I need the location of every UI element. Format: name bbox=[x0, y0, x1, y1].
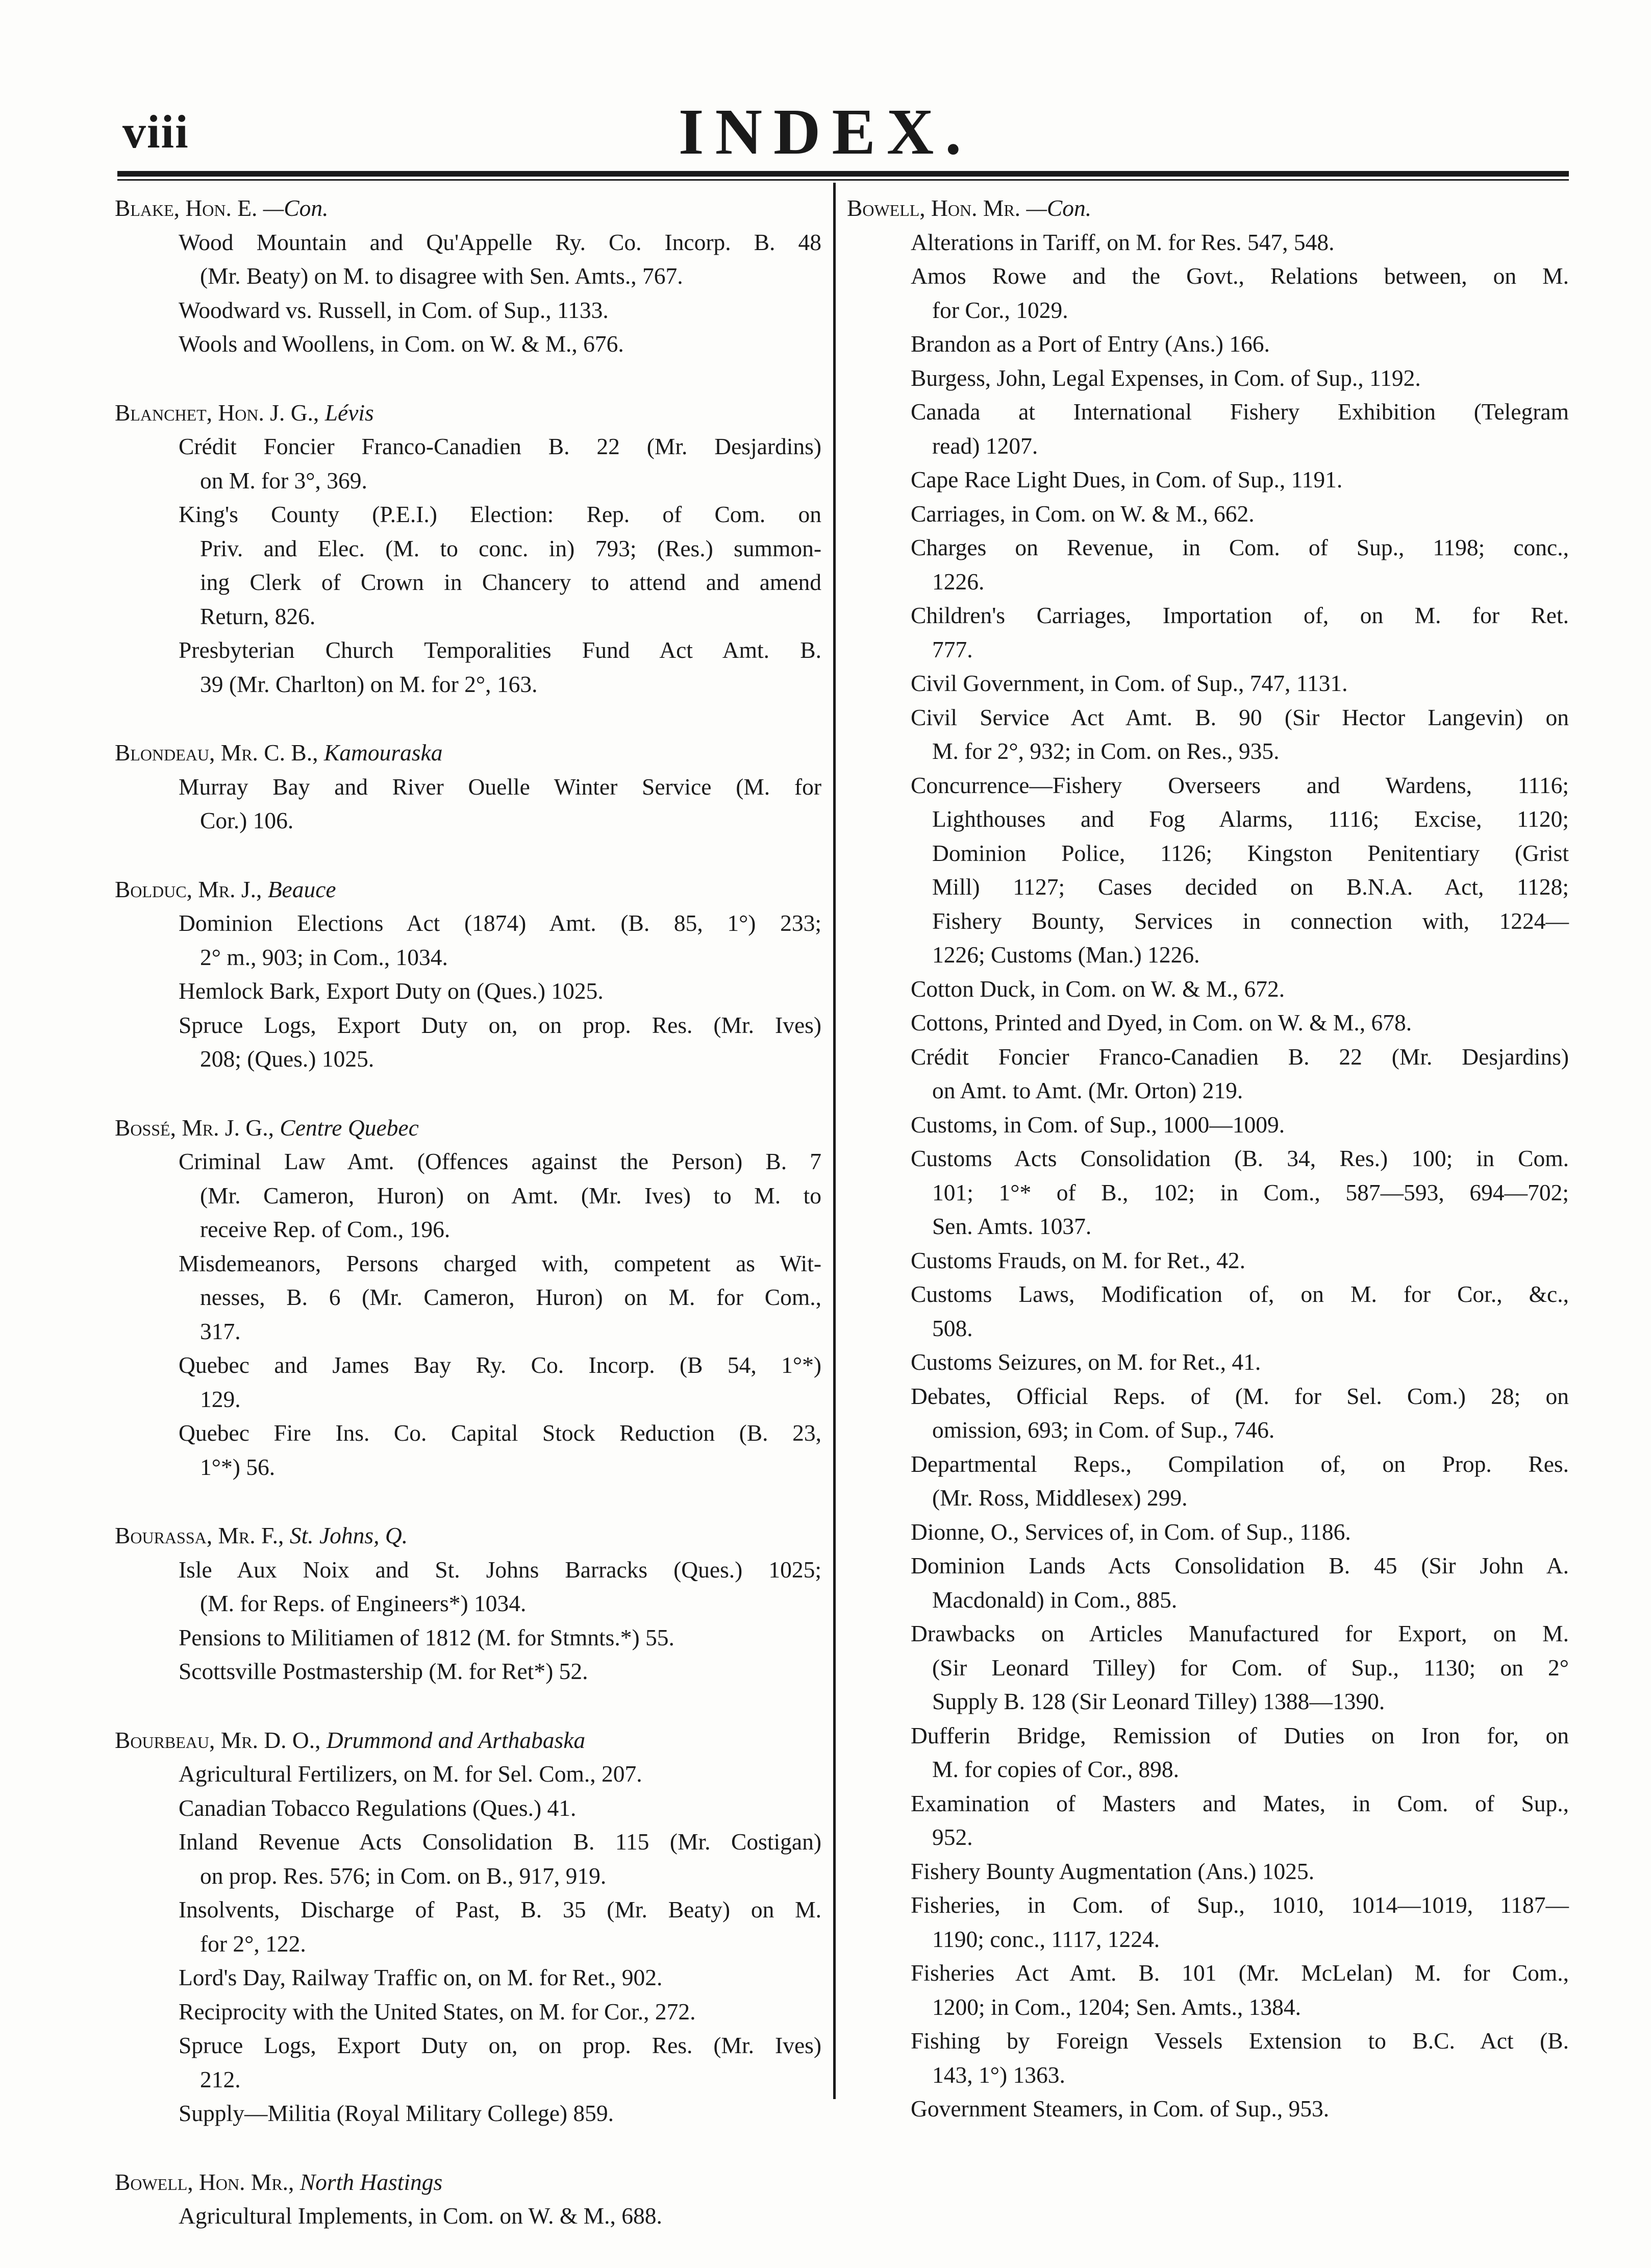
index-group bbox=[847, 191, 1569, 2126]
entry-line: Agricultural Fertilizers, on M. for Sel. Com., 207. bbox=[179, 1761, 642, 1787]
left-column bbox=[115, 191, 821, 2268]
entry-line: Mill) 1127; Cases decided on B.N.A. Act, 1128; bbox=[932, 874, 1569, 900]
entry-line: Examination of Masters and Mates, in Com. of Sup., bbox=[911, 1790, 1569, 1816]
entry-line: Customs Laws, Modification of, on M. for Cor., &c., bbox=[911, 1281, 1569, 1307]
entry-line: (M. for Reps. of Engineers*) 1034. bbox=[200, 1590, 527, 1616]
entry-line: Dominion Lands Acts Consolidation B. 45 (Sir John A. bbox=[911, 1552, 1569, 1579]
entry-line: Children's Carriages, Importation of, on M. for Ret. bbox=[911, 602, 1569, 628]
entry-line: Burgess, John, Legal Expenses, in Com. of Sup., 1192. bbox=[911, 364, 1421, 391]
entry-line: 101; 1°* of B., 102; in Com., 587—593, 694—702; bbox=[932, 1179, 1569, 1205]
entry-line: (Mr. Ross, Middlesex) 299. bbox=[932, 1485, 1188, 1511]
index-entry bbox=[847, 1108, 1569, 1142]
header-rule-thin bbox=[117, 179, 1569, 181]
index-entry bbox=[847, 2024, 1569, 2092]
index-entry bbox=[847, 1719, 1569, 1787]
index-entry bbox=[847, 531, 1569, 599]
entry-line: 952. bbox=[932, 1824, 973, 1850]
entry-line: Brandon as a Port of Entry (Ans.) 166. bbox=[911, 331, 1270, 357]
entry-line: Macdonald) in Com., 885. bbox=[932, 1586, 1178, 1613]
entry-line: Cottons, Printed and Dyed, in Com. on W. & M., 678. bbox=[911, 1009, 1412, 1036]
index-entry bbox=[847, 1244, 1569, 1278]
entry-line: omission, 693; in Com. of Sup., 746. bbox=[932, 1417, 1275, 1443]
entry-line: Amos Rowe and the Govt., Relations between, on M. bbox=[911, 263, 1569, 289]
entry-line: on M. for 3°, 369. bbox=[200, 467, 367, 494]
entry-line: 129. bbox=[200, 1386, 241, 1412]
entry-line: 2° m., 903; in Com., 1034. bbox=[200, 944, 448, 970]
entry-line: Departmental Reps., Compilation of, on Prop. Res. bbox=[911, 1450, 1569, 1477]
entry-line: King's County (P.E.I.) Election: Rep. of Com. on bbox=[179, 501, 821, 527]
entry-line: Woodward vs. Russell, in Com. of Sup., 1133. bbox=[179, 297, 609, 323]
index-entry bbox=[115, 1961, 821, 1995]
member-name: Bourassa, Mr. F., bbox=[115, 1522, 284, 1548]
entry-line: for Cor., 1029. bbox=[932, 297, 1068, 323]
entry-line: Drawbacks on Articles Manufactured for Export, on M. bbox=[911, 1620, 1569, 1646]
entry-line: Concurrence—Fishery Overseers and Wardens, 1116; bbox=[911, 772, 1569, 798]
entry-line: Pensions to Militiamen of 1812 (M. for Stmnts.*) 55. bbox=[179, 1624, 674, 1650]
entry-line: Reciprocity with the United States, on M. for Cor., 272. bbox=[179, 1998, 696, 2025]
entry-line: Hemlock Bark, Export Duty on (Ques.) 1025. bbox=[179, 978, 604, 1004]
entry-line: read) 1207. bbox=[932, 432, 1038, 459]
entry-line: nesses, B. 6 (Mr. Cameron, Huron) on M. for Com., bbox=[200, 1284, 821, 1310]
index-entry bbox=[115, 293, 821, 328]
index-entry bbox=[847, 599, 1569, 667]
entry-line: Spruce Logs, Export Duty on, on prop. Res. (Mr. Ives) bbox=[179, 1012, 821, 1038]
index-entry bbox=[847, 1888, 1569, 1956]
member-heading bbox=[115, 1519, 821, 1553]
entry-line: Isle Aux Noix and St. Johns Barracks (Ques.) 1025; bbox=[179, 1556, 821, 1583]
entry-line: Fisheries Act Amt. B. 101 (Mr. McLelan) M. for Com., bbox=[911, 1960, 1569, 1986]
index-entry bbox=[115, 2097, 821, 2131]
entry-line: Agricultural Implements, in Com. on W. & M., 688. bbox=[179, 2203, 662, 2229]
index-entry bbox=[115, 1893, 821, 1961]
entry-line: Canada at International Fishery Exhibition (Telegram bbox=[911, 399, 1569, 425]
member-district: Beauce bbox=[267, 876, 336, 902]
member-name: Blondeau, Mr. C. B., bbox=[115, 739, 318, 766]
index-entry bbox=[115, 1553, 821, 1621]
entry-line: M. for copies of Cor., 898. bbox=[932, 1756, 1180, 1782]
member-name: Bossé, Mr. J. G., bbox=[115, 1114, 274, 1141]
member-district: St. Johns, Q. bbox=[289, 1522, 408, 1548]
member-district: —Con. bbox=[1026, 195, 1092, 221]
entry-line: ing Clerk of Crown in Chancery to attend and amend bbox=[200, 569, 821, 595]
entry-line: Dufferin Bridge, Remission of Duties on Iron for, on bbox=[911, 1722, 1569, 1748]
entry-line: Customs Seizures, on M. for Ret., 41. bbox=[911, 1349, 1261, 1375]
entry-line: on Amt. to Amt. (Mr. Orton) 219. bbox=[932, 1077, 1243, 1103]
entry-line: M. for 2°, 932; in Com. on Res., 935. bbox=[932, 738, 1280, 764]
index-entry bbox=[847, 226, 1569, 260]
page-number: viii bbox=[122, 106, 189, 158]
member-heading bbox=[115, 873, 821, 907]
entry-line: 208; (Ques.) 1025. bbox=[200, 1046, 374, 1072]
member-name: Bowell, Hon. Mr. bbox=[847, 195, 1021, 221]
member-heading bbox=[115, 736, 821, 770]
entry-line: Presbyterian Church Temporalities Fund Act Amt. B. bbox=[179, 637, 821, 663]
entry-line: Government Steamers, in Com. of Sup., 953. bbox=[911, 2096, 1330, 2122]
entry-line: 777. bbox=[932, 636, 973, 662]
index-entry bbox=[115, 1995, 821, 2029]
entry-line: Crédit Foncier Franco-Canadien B. 22 (Mr. Desjardins) bbox=[911, 1043, 1569, 1070]
index-entry bbox=[115, 226, 821, 293]
entry-line: Supply B. 128 (Sir Leonard Tilley) 1388—1390. bbox=[932, 1688, 1385, 1714]
member-district: Lévis bbox=[324, 399, 374, 426]
member-district: North Hastings bbox=[299, 2168, 443, 2195]
index-entry bbox=[847, 1956, 1569, 2024]
member-district: Kamouraska bbox=[323, 739, 443, 766]
index-entry bbox=[847, 1617, 1569, 1719]
index-entry bbox=[847, 769, 1569, 972]
index-group bbox=[115, 1519, 821, 1689]
entry-line: Wood Mountain and Qu'Appelle Ry. Co. Incorp. B. 48 bbox=[179, 229, 821, 255]
entry-line: Fisheries, in Com. of Sup., 1010, 1014—1019, 1187— bbox=[911, 1892, 1569, 1918]
index-entry bbox=[847, 1277, 1569, 1345]
member-heading bbox=[115, 396, 821, 430]
index-group bbox=[115, 1723, 821, 2131]
entry-line: Debates, Official Reps. of (M. for Sel. Com.) 28; on bbox=[911, 1383, 1569, 1409]
index-entry bbox=[115, 974, 821, 1008]
entry-line: Priv. and Elec. (M. to conc. in) 793; (Res.) summon- bbox=[200, 535, 821, 561]
page-title: INDEX. bbox=[678, 95, 973, 168]
index-entry bbox=[115, 633, 821, 701]
member-name: Bourbeau, Mr. D. O., bbox=[115, 1727, 321, 1753]
index-entry bbox=[115, 1621, 821, 1655]
index-entry bbox=[115, 906, 821, 974]
entry-line: on prop. Res. 576; in Com. on B., 917, 919. bbox=[200, 1862, 607, 1889]
index-entry bbox=[115, 1791, 821, 1826]
entry-line: Dominion Elections Act (1874) Amt. (B. 85, 1°) 233; bbox=[179, 910, 821, 936]
entry-line: 1226; Customs (Man.) 1226. bbox=[932, 942, 1200, 968]
index-entry bbox=[847, 463, 1569, 497]
entry-line: (Sir Leonard Tilley) for Com. of Sup., 1130; on 2° bbox=[932, 1654, 1569, 1681]
entry-line: Dionne, O., Services of, in Com. of Sup., 1186. bbox=[911, 1518, 1351, 1545]
entry-line: 1°*) 56. bbox=[200, 1453, 276, 1480]
entry-line: 1190; conc., 1117, 1224. bbox=[932, 1926, 1160, 1952]
entry-line: 1200; in Com., 1204; Sen. Amts., 1384. bbox=[932, 1993, 1302, 2020]
entry-line: Crédit Foncier Franco-Canadien B. 22 (Mr. Desjardins) bbox=[179, 433, 821, 459]
index-entry bbox=[115, 1145, 821, 1247]
entry-line: 317. bbox=[200, 1318, 241, 1344]
column-divider bbox=[833, 183, 836, 2099]
entry-line: 39 (Mr. Charlton) on M. for 2°, 163. bbox=[200, 671, 538, 697]
entry-line: Fishing by Foreign Vessels Extension to B.C. Act (B. bbox=[911, 2028, 1569, 2054]
index-entry bbox=[115, 1757, 821, 1791]
member-name: Blake, Hon. E. bbox=[115, 195, 258, 221]
member-name: Bolduc, Mr. J., bbox=[115, 876, 262, 902]
entry-line: Fishery Bounty Augmentation (Ans.) 1025. bbox=[911, 1858, 1315, 1884]
member-heading bbox=[115, 2165, 821, 2200]
entry-line: Carriages, in Com. on W. & M., 662. bbox=[911, 500, 1255, 527]
header-rule-thick bbox=[117, 171, 1569, 177]
index-entry bbox=[847, 667, 1569, 701]
entry-line: Fishery Bounty, Services in connection with, 1224— bbox=[932, 907, 1569, 934]
index-entry bbox=[847, 1787, 1569, 1855]
index-entry bbox=[847, 1142, 1569, 1244]
entry-line: Quebec Fire Ins. Co. Capital Stock Reduction (B. 23, bbox=[179, 1420, 821, 1446]
index-group bbox=[115, 2165, 821, 2233]
entry-line: Wools and Woollens, in Com. on W. & M., 676. bbox=[179, 331, 624, 357]
member-district: Centre Quebec bbox=[280, 1114, 419, 1141]
entry-line: Spruce Logs, Export Duty on, on prop. Res. (Mr. Ives) bbox=[179, 2032, 821, 2058]
entry-line: 212. bbox=[200, 2066, 241, 2092]
index-entry bbox=[847, 395, 1569, 463]
entry-line: Lord's Day, Railway Traffic on, on M. for Ret., 902. bbox=[179, 1964, 663, 1990]
index-entry bbox=[115, 430, 821, 498]
member-heading bbox=[847, 191, 1569, 226]
entry-line: Misdemeanors, Persons charged with, competent as Wit- bbox=[179, 1250, 821, 1276]
index-entry bbox=[847, 1515, 1569, 1549]
entry-line: (Mr. Cameron, Huron) on Amt. (Mr. Ives) to M. to bbox=[200, 1182, 821, 1209]
entry-line: Cor.) 106. bbox=[200, 807, 294, 833]
entry-line: (Mr. Beaty) on M. to disagree with Sen. Amts., 767. bbox=[200, 263, 683, 289]
entry-line: Insolvents, Discharge of Past, B. 35 (Mr. Beaty) on M. bbox=[179, 1896, 821, 1922]
member-district: —Con. bbox=[263, 195, 329, 221]
index-entry bbox=[115, 1247, 821, 1349]
entry-line: for 2°, 122. bbox=[200, 1930, 306, 1957]
index-entry bbox=[115, 1655, 821, 1689]
index-entry bbox=[115, 2199, 821, 2233]
index-entry bbox=[115, 1348, 821, 1416]
entry-line: Scottsville Postmastership (M. for Ret*) 52. bbox=[179, 1658, 588, 1684]
member-name: Bowell, Hon. Mr., bbox=[115, 2168, 294, 2195]
index-entry bbox=[847, 1855, 1569, 1889]
member-heading bbox=[115, 191, 821, 226]
index-group bbox=[115, 736, 821, 838]
entry-line: Customs Acts Consolidation (B. 34, Res.) 100; in Com. bbox=[911, 1145, 1569, 1171]
index-entry bbox=[847, 2092, 1569, 2126]
entry-line: Civil Government, in Com. of Sup., 747, 1131. bbox=[911, 670, 1348, 696]
index-entry bbox=[115, 2029, 821, 2097]
entry-line: Criminal Law Amt. (Offences against the Person) B. 7 bbox=[179, 1148, 821, 1174]
index-entry bbox=[847, 1040, 1569, 1108]
index-entry bbox=[115, 770, 821, 838]
entry-line: Inland Revenue Acts Consolidation B. 115 (Mr. Costigan) bbox=[179, 1829, 821, 1855]
index-entry bbox=[847, 259, 1569, 327]
entry-line: Civil Service Act Amt. B. 90 (Sir Hector Langevin) on bbox=[911, 704, 1569, 730]
index-entry bbox=[847, 1345, 1569, 1379]
index-entry bbox=[847, 1447, 1569, 1515]
index-entry bbox=[847, 1549, 1569, 1617]
entry-line: Quebec and James Bay Ry. Co. Incorp. (B 54, 1°*) bbox=[179, 1352, 821, 1378]
index-entry bbox=[847, 1379, 1569, 1447]
entry-line: Customs Frauds, on M. for Ret., 42. bbox=[911, 1247, 1245, 1273]
entry-line: Lighthouses and Fog Alarms, 1116; Excise, 1120; bbox=[932, 806, 1569, 832]
entry-line: Dominion Police, 1126; Kingston Penitentiary (Grist bbox=[932, 840, 1569, 866]
index-entry bbox=[847, 701, 1569, 769]
index-entry bbox=[115, 1008, 821, 1076]
index-entry bbox=[847, 361, 1569, 396]
index-entry bbox=[847, 497, 1569, 531]
entry-line: 143, 1°) 1363. bbox=[932, 2061, 1065, 2088]
member-name: Blanchet, Hon. J. G., bbox=[115, 399, 319, 426]
entry-line: Canadian Tobacco Regulations (Ques.) 41. bbox=[179, 1794, 577, 1821]
index-entry bbox=[115, 1416, 821, 1484]
entry-line: receive Rep. of Com., 196. bbox=[200, 1216, 451, 1242]
member-heading bbox=[115, 1111, 821, 1145]
entry-line: Charges on Revenue, in Com. of Sup., 1198; conc., bbox=[911, 534, 1569, 560]
index-group bbox=[115, 1111, 821, 1485]
index-group bbox=[115, 396, 821, 702]
index-entry bbox=[115, 498, 821, 633]
entry-line: Sen. Amts. 1037. bbox=[932, 1213, 1092, 1239]
right-column bbox=[847, 191, 1569, 2161]
entry-line: 508. bbox=[932, 1315, 973, 1341]
index-entry bbox=[847, 327, 1569, 361]
member-district: Drummond and Arthabaska bbox=[326, 1727, 586, 1753]
entry-line: Return, 826. bbox=[200, 603, 316, 629]
index-group bbox=[115, 191, 821, 361]
index-entry bbox=[115, 327, 821, 361]
member-heading bbox=[115, 1723, 821, 1758]
entry-line: Murray Bay and River Ouelle Winter Service (M. for bbox=[179, 773, 821, 800]
index-group bbox=[115, 873, 821, 1076]
entry-line: Customs, in Com. of Sup., 1000—1009. bbox=[911, 1111, 1285, 1138]
entry-line: Alterations in Tariff, on M. for Res. 547, 548. bbox=[911, 229, 1335, 255]
entry-line: 1226. bbox=[932, 568, 985, 595]
entry-line: Cotton Duck, in Com. on W. & M., 672. bbox=[911, 975, 1285, 1002]
entry-line: Cape Race Light Dues, in Com. of Sup., 1191. bbox=[911, 466, 1343, 492]
entry-line: Supply—Militia (Royal Military College) 859. bbox=[179, 2100, 614, 2126]
index-entry bbox=[847, 1006, 1569, 1040]
index-entry bbox=[847, 972, 1569, 1006]
index-entry bbox=[115, 1825, 821, 1893]
